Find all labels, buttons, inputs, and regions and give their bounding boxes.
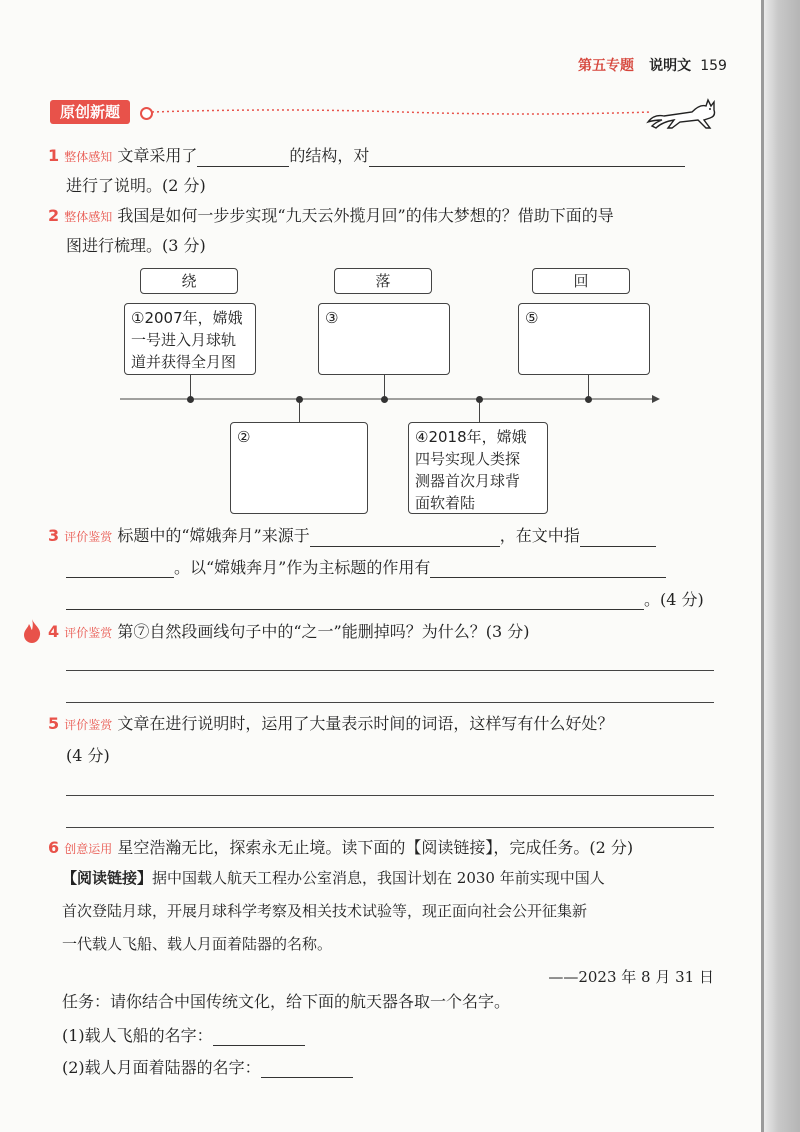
q3-blank-4[interactable]	[430, 559, 666, 578]
header-section: 第五专题	[578, 58, 634, 74]
reading-line-3: 一代载人飞船、载人月面着陆器的名称。	[62, 935, 333, 953]
timeline-dot	[187, 396, 194, 403]
q5-line-1: 文章在进行说明时，运用了大量表示时间的词语，这样写有什么好处？	[117, 714, 614, 733]
diagram-box-5[interactable]	[518, 303, 650, 375]
task-item-2	[62, 1058, 353, 1078]
q2-line-2: 图进行梳理。(3 分)	[66, 236, 206, 255]
task-item-2-label: (2)载人月面着陆器的名字：	[62, 1058, 261, 1077]
q6-text: 星空浩瀚无比，探索永无止境。读下面的【阅读链接】，完成任务。(2 分)	[117, 838, 634, 857]
question-5	[48, 714, 613, 735]
q3-blank-5[interactable]	[66, 591, 644, 610]
fire-icon	[22, 618, 42, 644]
question-2	[48, 206, 614, 227]
reading-text-1: 据中国载人航天工程办公室消息，我国计划在 2030 年前实现中国人	[152, 869, 605, 887]
q1-text-b: 的结构，对	[289, 146, 370, 165]
q2-number: 2	[48, 206, 60, 225]
question-3	[48, 526, 656, 547]
diagram-label-land: 落	[334, 268, 432, 294]
page-header	[578, 55, 727, 75]
timeline-dot	[296, 396, 303, 403]
q4-tag: 评价鉴赏	[64, 626, 113, 640]
q2-tag: 整体感知	[64, 210, 113, 224]
q6-number: 6	[48, 838, 60, 857]
diagram-label-orbit: 绕	[140, 268, 238, 294]
q3-line-3	[66, 590, 704, 610]
task-item-1-label: (1)载人飞船的名字：	[62, 1026, 213, 1045]
q3-text-d: 。(4 分)	[644, 590, 704, 609]
q5-number: 5	[48, 714, 60, 733]
q5-answer-line-1[interactable]	[66, 795, 714, 796]
connector-4	[479, 403, 480, 423]
q3-text-a: 标题中的“嫦娥奔月”来源于	[117, 526, 310, 545]
diagram-box-4	[408, 422, 548, 514]
q3-text-b: ，在文中指	[499, 526, 580, 545]
q5-line-2: (4 分)	[66, 746, 110, 765]
q1-tag: 整体感知	[64, 150, 113, 164]
dotted-divider	[152, 108, 652, 116]
box1-line-1: ①2007年，嫦娥	[131, 309, 243, 327]
q4-number: 4	[48, 622, 60, 641]
q4-text: 第⑦自然段画线句子中的“之一”能删掉吗？为什么？(3 分)	[117, 622, 530, 641]
q1-blank-2[interactable]	[369, 148, 685, 167]
diagram-box-1	[124, 303, 256, 375]
page-edge-line	[761, 0, 764, 1132]
task-item-1	[62, 1026, 305, 1046]
timeline-dot	[381, 396, 388, 403]
box4-line-1: ④2018年，嫦娥	[415, 428, 527, 446]
q5-answer-line-2[interactable]	[66, 827, 714, 828]
q4-answer-line-1[interactable]	[66, 670, 714, 671]
box1-line-2: 一号进入月球轨	[131, 331, 237, 349]
box5-label: ⑤	[525, 309, 539, 327]
page-edge	[764, 0, 800, 1132]
section-banner: 原创新题	[50, 100, 130, 124]
question-4	[48, 622, 529, 643]
q1-text-a: 文章采用了	[117, 146, 198, 165]
q4-answer-line-2[interactable]	[66, 702, 714, 703]
header-subject: 说明文	[649, 58, 692, 74]
q5-tag: 评价鉴赏	[64, 718, 113, 732]
box1-line-3: 道并获得全月图	[131, 353, 237, 371]
q1-number: 1	[48, 146, 60, 165]
q3-blank-2[interactable]	[580, 528, 656, 547]
reading-date: ——2023 年 8 月 31 日	[548, 968, 714, 986]
reading-line-1	[62, 862, 722, 895]
q6-tag: 创意运用	[64, 842, 113, 856]
q1-blank-1[interactable]	[197, 148, 289, 167]
task-item-1-blank[interactable]	[213, 1027, 305, 1046]
box2-label: ②	[237, 428, 251, 446]
box4-line-3: 测器首次月球背	[415, 472, 521, 490]
connector-2	[299, 403, 300, 423]
timeline-dot	[585, 396, 592, 403]
question-6	[48, 838, 633, 859]
q3-blank-1[interactable]	[310, 528, 500, 547]
diagram-box-2[interactable]	[230, 422, 368, 514]
q2-line-1: 我国是如何一步步实现“九天云外揽月回”的伟大梦想的？借助下面的导	[117, 206, 614, 225]
q1-text-c: 进行了说明。(2 分)	[66, 176, 206, 195]
reading-line-2: 首次登陆月球，开展月球科学考察及相关技术试验等，现正面向社会公开征集新	[62, 902, 588, 920]
page-number: 159	[700, 58, 727, 74]
diagram-label-return: 回	[532, 268, 630, 294]
q3-line-2	[66, 558, 666, 578]
cat-icon	[644, 92, 720, 132]
box4-line-2: 四号实现人类探	[415, 450, 521, 468]
question-1	[48, 146, 685, 167]
timeline-arrow	[120, 392, 660, 406]
task-item-2-blank[interactable]	[261, 1059, 353, 1078]
diagram-box-3[interactable]	[318, 303, 450, 375]
task-intro: 任务：请你结合中国传统文化，给下面的航天器各取一个名字。	[62, 992, 511, 1011]
q3-text-c: 。以“嫦娥奔月”作为主标题的作用有	[174, 558, 431, 577]
timeline-dot	[476, 396, 483, 403]
box4-line-4: 面软着陆	[415, 494, 476, 512]
q3-blank-3[interactable]	[66, 559, 174, 578]
reading-link	[62, 862, 722, 994]
reading-title: 【阅读链接】	[62, 869, 153, 887]
q3-tag: 评价鉴赏	[64, 530, 113, 544]
q3-number: 3	[48, 526, 60, 545]
box3-label: ③	[325, 309, 339, 327]
